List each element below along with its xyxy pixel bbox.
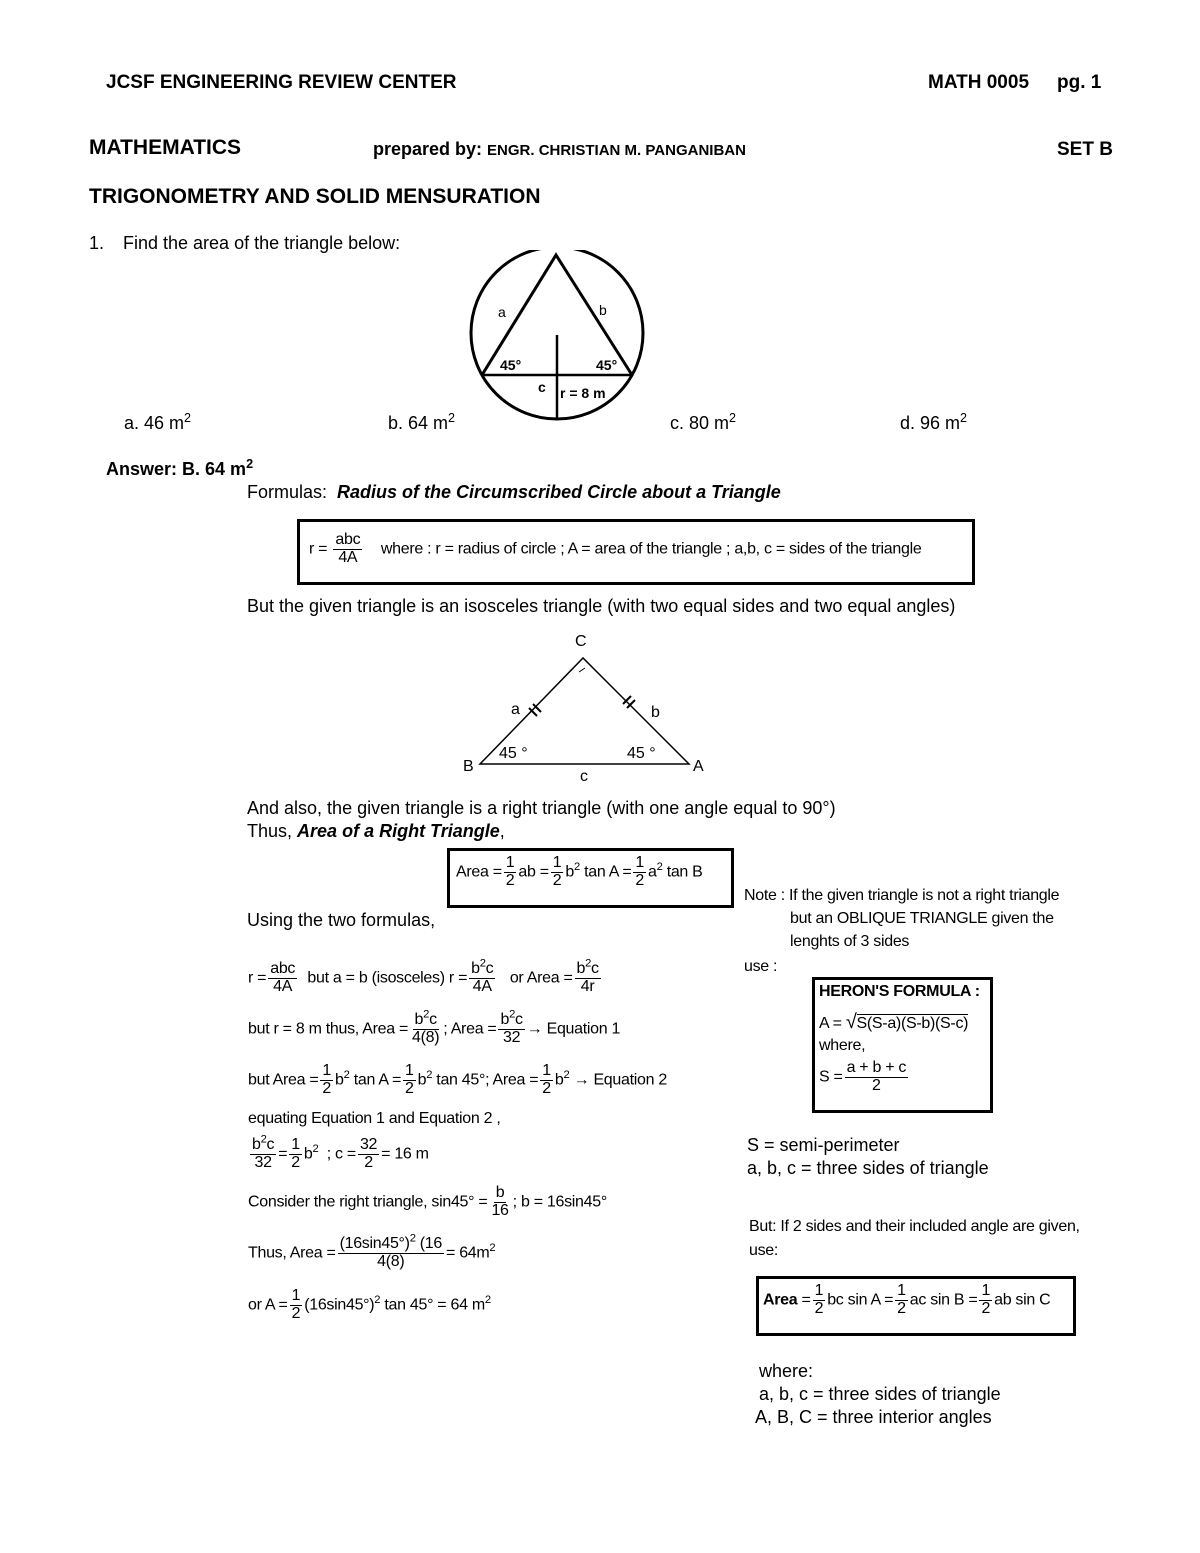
semi-perimeter-formula: S = $\frac{a + b + c}{2}$ [819, 1059, 907, 1094]
vertex-b: B [463, 758, 474, 775]
isosceles-right-triangle-figure [455, 628, 715, 788]
set-label: SET B [1057, 139, 1113, 160]
author-line [373, 139, 746, 160]
choice-a: a. 46 $m^2$ [124, 411, 192, 433]
derivation-line-6: Consider the right triangle, sin45° = $\frac{b}{16}$ ; b = 16sin45° [248, 1184, 607, 1219]
herons-formula-expression: A = √S(S-a)(S-b)(S-c) [819, 1011, 969, 1033]
choice-d: d. 96 $m^2$ [900, 411, 968, 433]
page-number: pg. 1 [1057, 72, 1102, 93]
problem-number: 1. [89, 233, 105, 253]
right-area-title: Area of a Right Triangle [297, 821, 500, 841]
where-label: where: [759, 1361, 814, 1381]
derivation-line-7: Thus, Area = $\frac{(16\sin 45^\circ)^2 (16}{4(8)}$ = $64m^2$ [248, 1232, 496, 1270]
fig1-side-b: b [599, 302, 607, 318]
review-center-name: JCSF ENGINEERING REVIEW CENTER [106, 72, 457, 93]
note-use: use : [744, 958, 778, 975]
note-line-2: but an OBLIQUE TRIANGLE given the [790, 910, 1054, 927]
fig2-angle-left: 45 ° [499, 745, 528, 762]
author-name: ENGR. CHRISTIAN M. PANGANIBAN [487, 142, 746, 159]
fig1-side-a: a [498, 304, 506, 320]
where-sides: a, b, c = three sides of triangle [759, 1384, 1001, 1404]
fig2-side-c: c [580, 768, 588, 785]
prepared-label: prepared by: [373, 139, 483, 159]
isosceles-statement: But the given triangle is an isosceles triangle (with two equal sides and two equal angles) [247, 596, 956, 616]
circumradius-where: where : r = radius of circle ; A = area of the triangle ; a,b, c = sides of the triangle [380, 540, 922, 558]
vertex-c: C [575, 633, 587, 650]
semi-perimeter-def: S = semi-perimeter [747, 1135, 900, 1155]
right-angle-mark [579, 668, 585, 672]
fig2-side-a: a [511, 701, 520, 718]
derivation-line-1: r = $\frac{\text{abc}}{4A}$ but a = b (isosceles) r = $\frac{b^2c}{4A}$ or Area = $\frac{b^2c}{4r}$ [248, 957, 599, 995]
formulas-line: Formulas: Radius of the Circumscribed Circle about a Triangle [247, 482, 781, 502]
answer-line: Answer: B. 64 $m^2$ [106, 457, 254, 479]
fig1-radius-label: r = 8 m [560, 385, 606, 401]
vertex-a: A [693, 758, 704, 775]
fig2-side-b: b [651, 704, 660, 721]
using-two-formulas: Using the two formulas, [247, 910, 436, 930]
herons-formula-title: HERON'S FORMULA : [819, 983, 980, 1000]
note-line-3: lenghts of 3 sides [790, 933, 910, 950]
topic-title: TRIGONOMETRY AND SOLID MENSURATION [89, 185, 541, 208]
circumscribed-triangle-figure [460, 250, 660, 422]
derivation-line-2: but r = 8 m thus, Area = $\frac{b^2c}{4(8)}$ ; Area = $\frac{b^2c}{32}$ → Equation 1 [248, 1008, 621, 1046]
choice-c: c. 80 $m^2$ [670, 411, 737, 433]
herons-formula-box [812, 977, 993, 1113]
choice-b: b. 64 $m^2$ [388, 411, 456, 433]
fig2-angle-right: 45 ° [627, 745, 656, 762]
derivation-line-4: equating Equation 1 and Equation 2 , [248, 1110, 501, 1127]
where-angles: A, B, C = three interior angles [755, 1407, 992, 1427]
subject-title: MATHEMATICS [89, 136, 242, 159]
fig1-side-c: c [538, 379, 546, 395]
circumradius-title: Radius of the Circumscribed Circle about a Triangle [337, 482, 781, 502]
herons-where: where, [819, 1037, 866, 1054]
sides-def: a, b, c = three sides of triangle [747, 1158, 989, 1178]
answer-value: B. 64 m [182, 459, 247, 479]
note-line-1: Note : If the given triangle is not a right triangle [744, 887, 1060, 904]
course-code: MATH 0005 [928, 72, 1030, 93]
right-triangle-area-box: Area = $\frac{1}{2}$ ab = $\frac{1}{2}$ $b^2$ tan A = $\frac{1}{2}$ $a^2$ tan B [447, 848, 734, 908]
fig1-angle-left: 45° [500, 357, 522, 373]
derivation-line-8: or A = $\frac{1}{2}$ $(16\sin 45^\circ)^2$ tan 45° = 64 $m^2$ [248, 1287, 491, 1322]
derivation-line-5: $\frac{b^2c}{32}$ = $\frac{1}{2}$ $b^2$ ; c = $\frac{32}{2}$ = 16 m [252, 1133, 429, 1171]
two-sides-use: use: [749, 1242, 779, 1259]
problem-question: Find the area of the triangle below: [123, 233, 401, 253]
two-sides-note: But: If 2 sides and their included angle are given, [749, 1218, 1080, 1235]
derivation-line-3: but Area = $\frac{1}{2}$ $b^2$ tan A = $\frac{1}{2}$ $b^2$ tan 45°; Area = $\frac{1}{2}$ $b^2$ → Equation 2 [248, 1062, 667, 1097]
circumradius-formula-box: r = $\frac{\text{abc}}{4A}$ where : r = radius of circle ; A = area of the triangle ; a,b, c = sides of the triangle [297, 519, 975, 585]
sas-area-box: Area = $\frac{1}{2}$ bc sin A = $\frac{1}{2}$ ac sin B = $\frac{1}{2}$ ab sin C [756, 1276, 1076, 1336]
thus-line: Thus, Area of a Right Triangle, [247, 821, 505, 841]
fig1-angle-right: 45° [596, 357, 618, 373]
answer-label: Answer: [106, 459, 178, 479]
right-triangle-statement: And also, the given triangle is a right triangle (with one angle equal to 90°) [247, 798, 836, 818]
